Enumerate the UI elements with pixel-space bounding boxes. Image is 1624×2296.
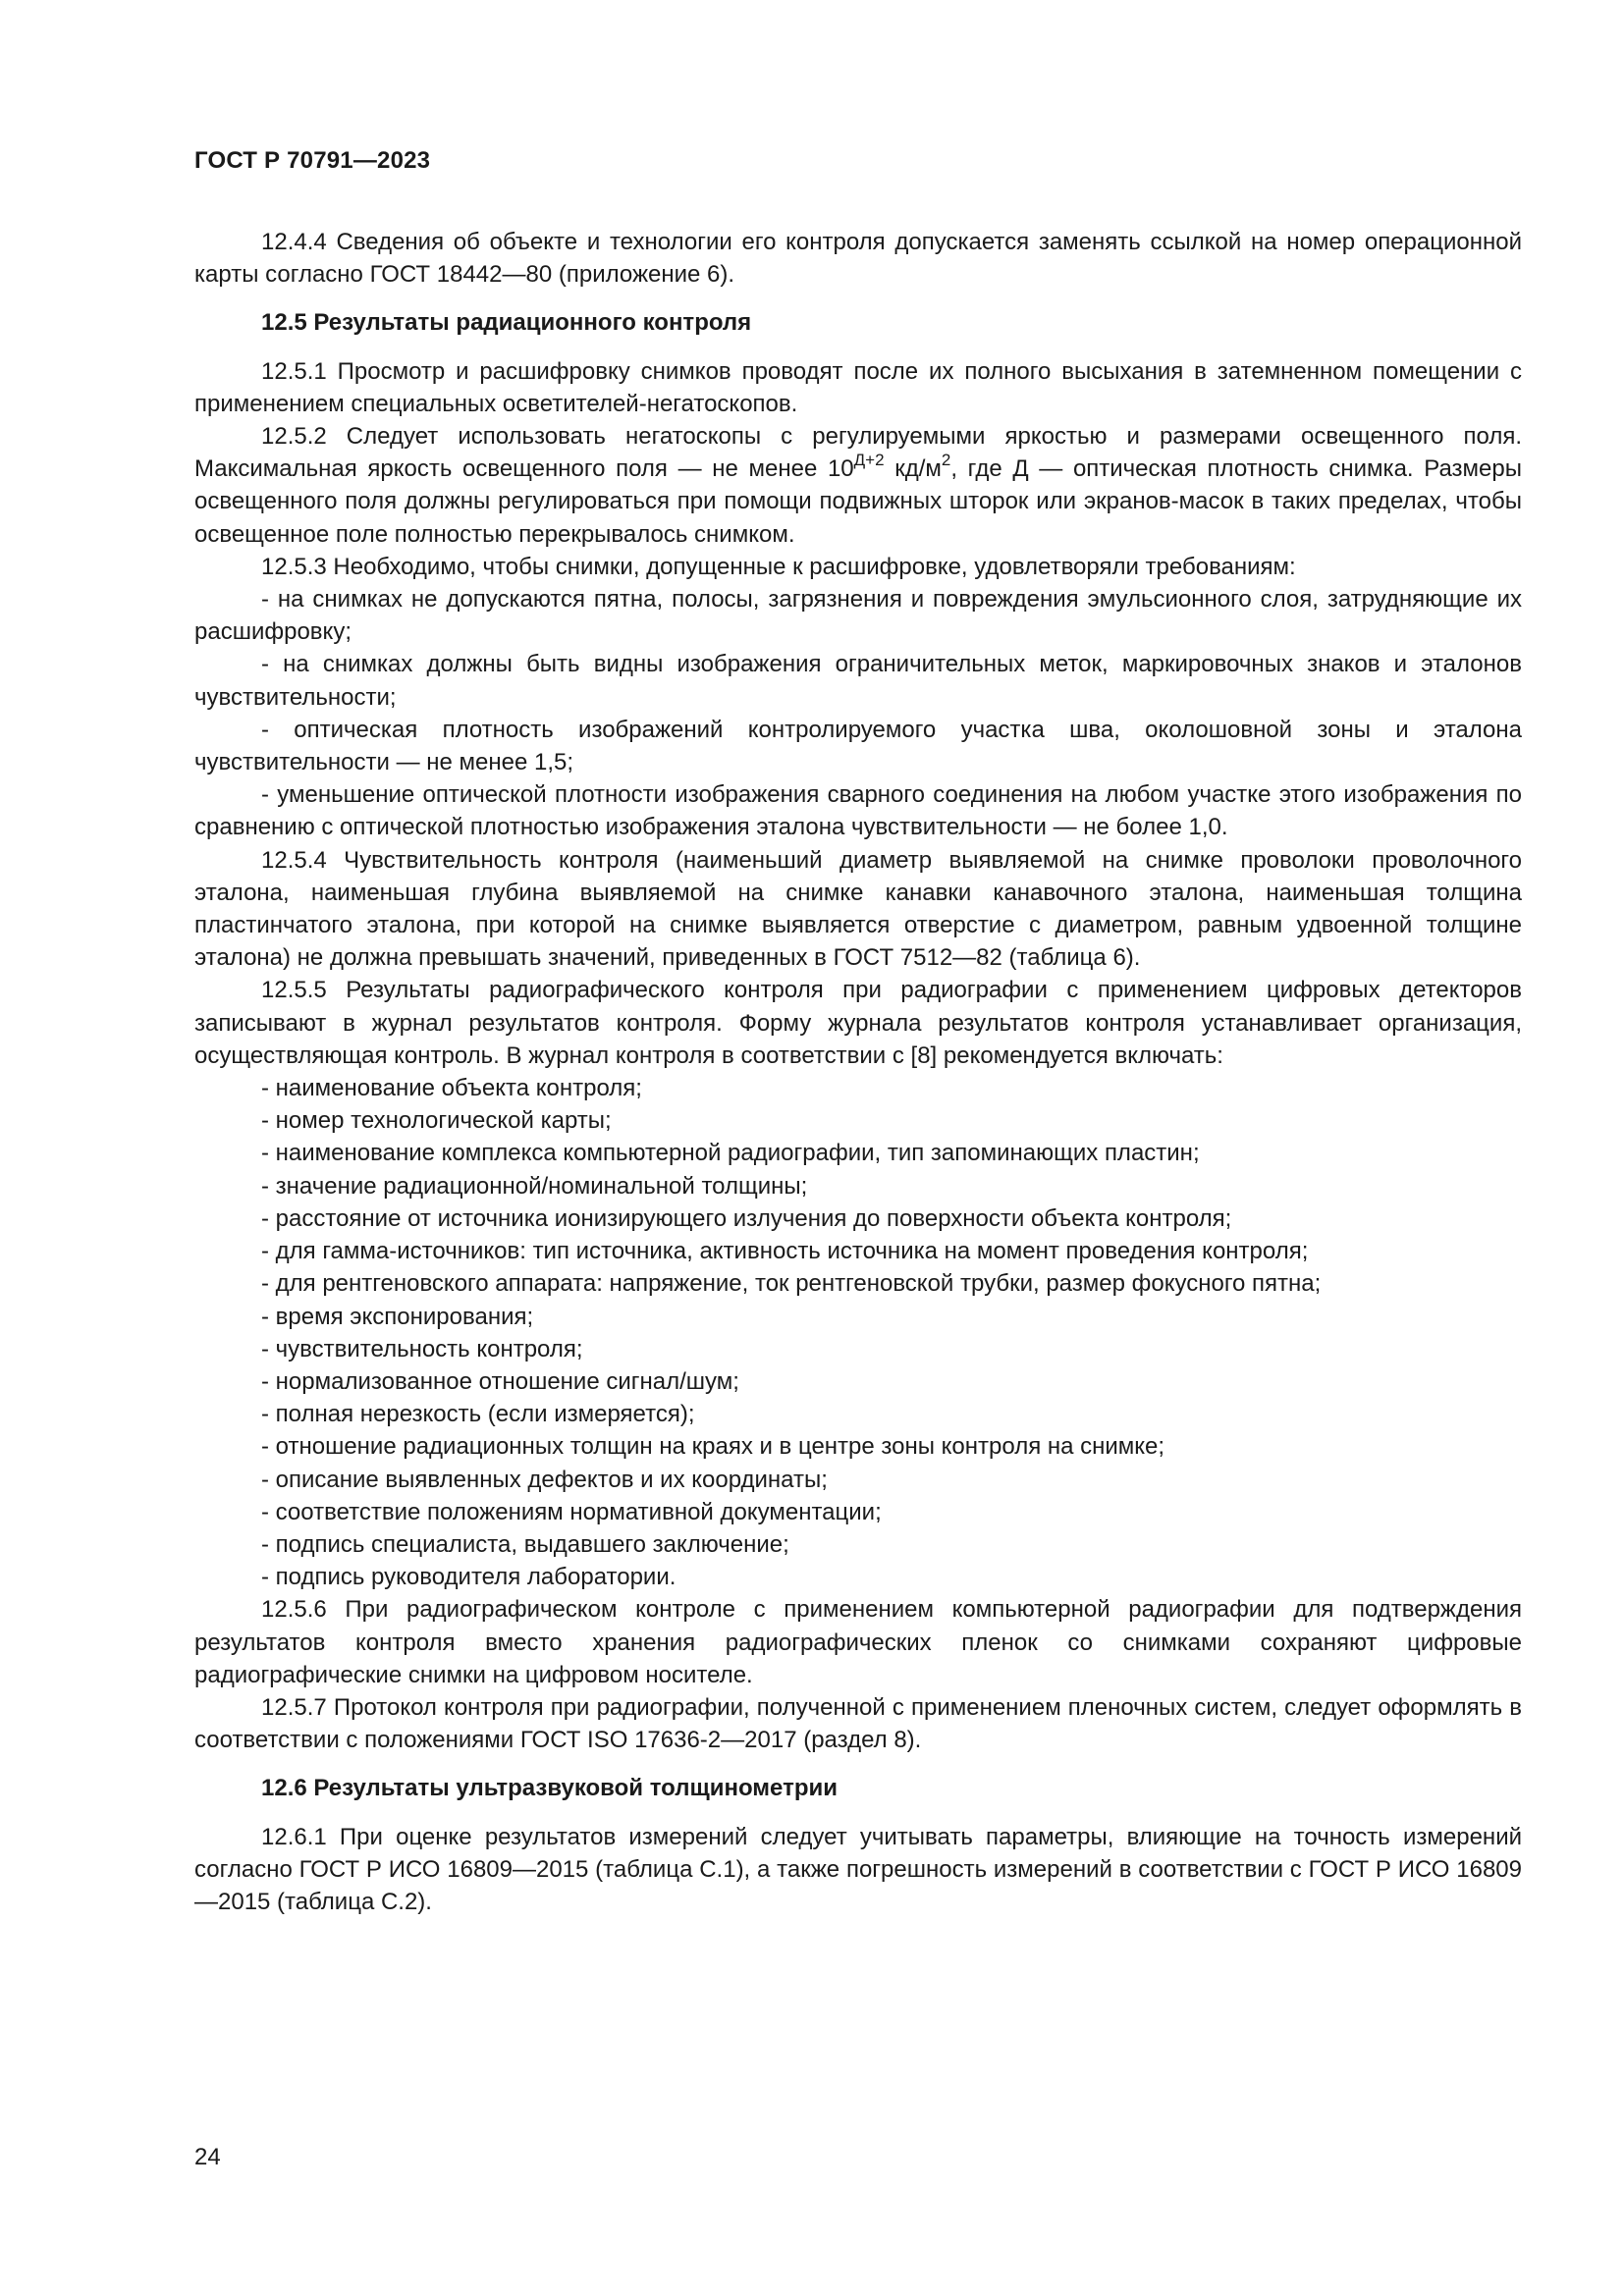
paragraph-12-5-3: 12.5.3 Необходимо, чтобы снимки, допущенные к расшифровке, удовлетворяли требованиям:: [261, 553, 1296, 580]
list-item: - для гамма-источников: тип источника, активность источника на момент проведения контроля;: [261, 1238, 1309, 1265]
page-number: 24: [194, 2144, 221, 2170]
paragraph-12-5-2-part-b: кд/м: [884, 455, 942, 483]
list-item: - время экспонирования;: [261, 1303, 534, 1330]
list-item: - отношение радиационных толщин на краях и в центре зоны контроля на снимке;: [261, 1433, 1165, 1461]
list-item: - уменьшение оптической плотности изображения сварного соединения на любом участке этого изображения по сравнению с оптической плотностью изображения эталона чувствительности — не более 1,0.: [194, 781, 1522, 841]
list-item: - значение радиационной/номинальной толщины;: [261, 1172, 808, 1200]
paragraph-12-5-2: [194, 420, 1522, 551]
list-item: - на снимках должны быть видны изображения ограничительных меток, маркировочных знаков и эталонов чувствительности;: [194, 651, 1522, 711]
paragraph-12-5-4: 12.5.4 Чувствительность контроля (наименьший диаметр выявляемой на снимке проволоки проволочного эталона, наименьшая глубина выявляемой на снимке канавки канавочного эталона, наименьшая толщина пластинчатого эталона, при которой на снимке выявляется отверстие с диаметром, равным удвоенной толщине эталона) не должна превышать значений, приведенных в ГОСТ 7512—82 (таблица 6).: [194, 846, 1522, 972]
paragraph-12-5-6: 12.5.6 При радиографическом контроле с применением компьютерной радиографии для подтверждения результатов контроля вместо хранения радиографических пленок со снимками сохраняют цифровые радиографические снимки на цифровом носителе.: [194, 1596, 1522, 1688]
section-heading-12-6: 12.6 Результаты ультразвуковой толщинометрии: [261, 1775, 838, 1802]
paragraph-12-5-2-part-a: 12.5.2 Следует использовать негатоскопы с регулируемыми яркостью и размерами освещенного поля. Максимальная яркость освещенного поля — не менее 10: [194, 423, 1522, 483]
list-item: - чувствительность контроля;: [261, 1335, 583, 1362]
list-item: - расстояние от источника ионизирующего излучения до поверхности объекта контроля;: [261, 1204, 1232, 1232]
list-item: - описание выявленных дефектов и их координаты;: [261, 1466, 828, 1493]
section-heading-12-5: 12.5 Результаты радиационного контроля: [261, 309, 752, 337]
paragraph-12-5-7: 12.5.7 Протокол контроля при радиографии, полученной с применением пленочных систем, следует оформлять в соответствии с положениями ГОСТ ISO 17636-2—2017 (раздел 8).: [194, 1693, 1522, 1754]
paragraph-12-6-1: 12.6.1 При оценке результатов измерений следует учитывать параметры, влияющие на точность измерений согласно ГОСТ Р ИСО 16809—2015 (таблица С.1), а также погрешность измерений в соответствии с ГОСТ Р ИСО 16809—2015 (таблица С.2).: [194, 1823, 1522, 1915]
journal-items-list: [194, 1072, 1522, 1593]
list-item: - подпись специалиста, выдавшего заключение;: [261, 1530, 789, 1558]
list-item: - подпись руководителя лаборатории.: [261, 1564, 677, 1591]
list-item: - для рентгеновского аппарата: напряжение, ток рентгеновской трубки, размер фокусного пятна;: [261, 1270, 1322, 1298]
list-item: - наименование объекта контроля;: [261, 1075, 642, 1102]
list-item: - наименование комплекса компьютерной радиографии, тип запоминающих пластин;: [261, 1140, 1200, 1167]
list-item: - нормализованное отношение сигнал/шум;: [261, 1367, 739, 1395]
list-item: - оптическая плотность изображений контролируемого участка шва, околошовной зоны и эталона чувствительности — не менее 1,5;: [194, 716, 1522, 776]
exponent-d-plus-2: Д+2: [853, 451, 885, 470]
list-item: - полная нерезкость (если измеряется);: [261, 1401, 695, 1428]
document-body: [194, 226, 1522, 1918]
list-item: - соответствие положениям нормативной документации;: [261, 1498, 882, 1525]
requirements-list: [194, 583, 1522, 844]
paragraph-12-5-1: 12.5.1 Просмотр и расшифровку снимков проводят после их полного высыхания в затемненном помещении с применением специальных осветителей-негатоскопов.: [194, 357, 1522, 417]
paragraph-12-4-4: 12.4.4 Сведения об объекте и технологии его контроля допускается заменять ссылкой на номер операционной карты согласно ГОСТ 18442—80 (приложение 6).: [194, 229, 1522, 289]
document-header: ГОСТ Р 70791—2023: [194, 147, 431, 174]
document-page: [194, 0, 1522, 2296]
exponent-2: 2: [941, 451, 951, 470]
paragraph-12-5-5: 12.5.5 Результаты радиографического контроля при радиографии с применением цифровых детекторов записывают в журнал результатов контроля. Форму журнала результатов контроля устанавливает организация, осуществляющая контроль. В журнал контроля в соответствии с [8] рекомендуется включать:: [194, 977, 1522, 1069]
list-item: - на снимках не допускаются пятна, полосы, загрязнения и повреждения эмульсионного слоя, затрудняющие их расшифровку;: [194, 586, 1522, 646]
list-item: - номер технологической карты;: [261, 1107, 612, 1135]
paragraph-12-5-2-part-c: , где Д — оптическая плотность снимка. Размеры освещенного поля должны регулироваться при помощи подвижных шторок или экранов-масок в таких пределах, чтобы освещенное поле полностью перекрывалось снимком.: [194, 455, 1522, 548]
